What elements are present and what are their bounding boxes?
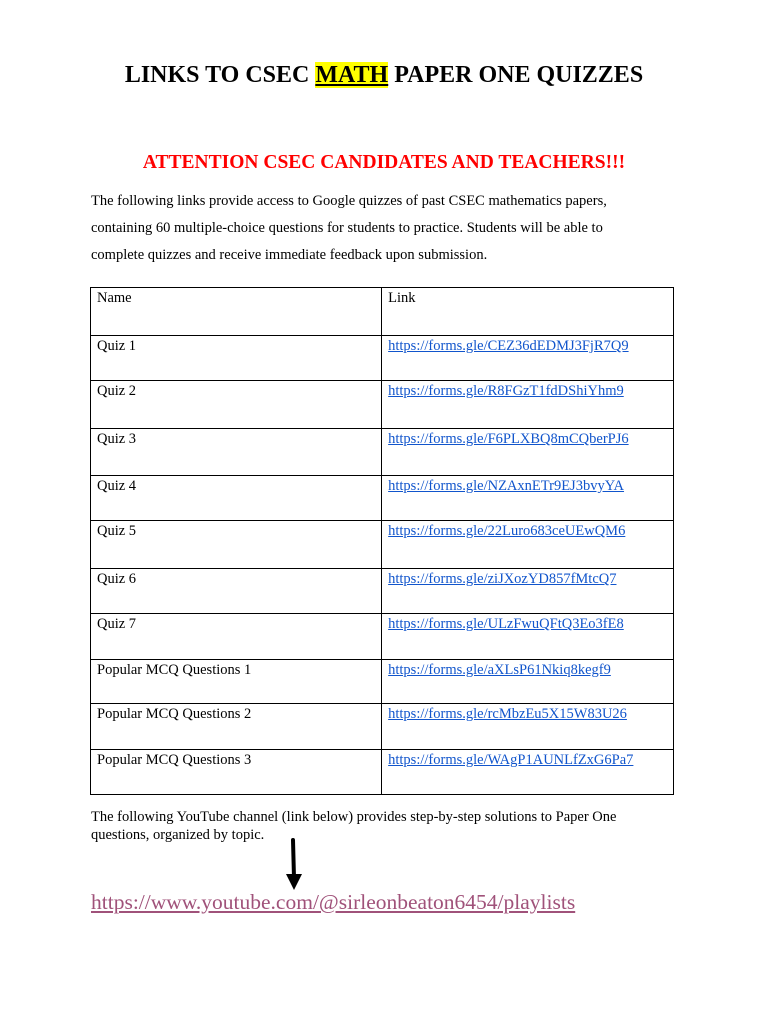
table-row (91, 660, 674, 704)
table-row (91, 569, 674, 614)
table-row (91, 476, 674, 521)
youtube-playlist-link[interactable]: https://www.youtube.com/@sirleonbeaton6454/playlists (91, 890, 576, 914)
title-prefix: LINKS TO CSEC (124, 62, 316, 88)
row-name: Quiz 1 (91, 336, 382, 381)
title-highlight: MATH (315, 62, 389, 88)
row-name: Quiz 5 (91, 521, 382, 569)
arrow-down-icon (284, 838, 304, 892)
quiz-link[interactable]: https://forms.gle/R8FGzT1fdDShiYhm9 (388, 383, 624, 399)
quiz-link[interactable]: https://forms.gle/ziJXozYD857fMtcQ7 (388, 571, 617, 587)
table-header-row (91, 288, 674, 336)
row-name: Popular MCQ Questions 2 (91, 704, 382, 750)
intro-paragraph (91, 188, 681, 269)
row-name: Quiz 4 (91, 476, 382, 521)
quiz-link[interactable]: https://forms.gle/ULzFwuQFtQ3Eo3fE8 (388, 616, 624, 632)
outro-line-2: questions, organized by topic. (91, 827, 265, 843)
quiz-link[interactable]: https://forms.gle/WAgP1AUNLfZxG6Pa7 (388, 752, 634, 768)
page-title (0, 62, 768, 89)
quiz-link[interactable]: https://forms.gle/22Luro683ceUEwQM6 (388, 523, 626, 539)
title-suffix: PAPER ONE QUIZZES (388, 62, 644, 88)
intro-line-1: The following links provide access to Google quizzes of past CSEC mathematics papers, (91, 193, 607, 209)
intro-line-3: complete quizzes and receive immediate feedback upon submission. (91, 247, 488, 263)
quiz-links-table (90, 287, 674, 795)
outro-paragraph (91, 808, 681, 844)
table-row (91, 336, 674, 381)
row-link-cell (382, 429, 674, 476)
table-row (91, 704, 674, 750)
quiz-link[interactable]: https://forms.gle/rcMbzEu5X15W83U26 (388, 706, 627, 722)
quiz-link[interactable]: https://forms.gle/F6PLXBQ8mCQberPJ6 (388, 431, 629, 447)
table-row (91, 521, 674, 569)
row-link-cell (382, 704, 674, 750)
row-name: Quiz 2 (91, 381, 382, 429)
table-row (91, 614, 674, 660)
header-link: Link (382, 288, 674, 336)
row-link-cell (382, 521, 674, 569)
quiz-link[interactable]: https://forms.gle/CEZ36dEDMJ3FjR7Q9 (388, 338, 629, 354)
table-row (91, 429, 674, 476)
row-name: Popular MCQ Questions 3 (91, 750, 382, 795)
row-name: Quiz 3 (91, 429, 382, 476)
row-name: Popular MCQ Questions 1 (91, 660, 382, 704)
row-link-cell (382, 569, 674, 614)
table-row (91, 750, 674, 795)
quiz-link[interactable]: https://forms.gle/aXLsP61Nkiq8kegf9 (388, 662, 611, 678)
attention-heading: ATTENTION CSEC CANDIDATES AND TEACHERS!!! (142, 152, 626, 173)
row-link-cell (382, 660, 674, 704)
header-name: Name (91, 288, 382, 336)
row-link-cell (382, 336, 674, 381)
row-link-cell (382, 750, 674, 795)
row-link-cell (382, 614, 674, 660)
row-name: Quiz 7 (91, 614, 382, 660)
table-row (91, 381, 674, 429)
row-link-cell (382, 381, 674, 429)
outro-line-1: The following YouTube channel (link below) provides step-by-step solutions to Paper One (91, 809, 617, 825)
intro-line-2: containing 60 multiple-choice questions for students to practice. Students will be able to (91, 220, 603, 236)
row-name: Quiz 6 (91, 569, 382, 614)
quiz-link[interactable]: https://forms.gle/NZAxnETr9EJ3bvyYA (388, 478, 625, 494)
row-link-cell (382, 476, 674, 521)
